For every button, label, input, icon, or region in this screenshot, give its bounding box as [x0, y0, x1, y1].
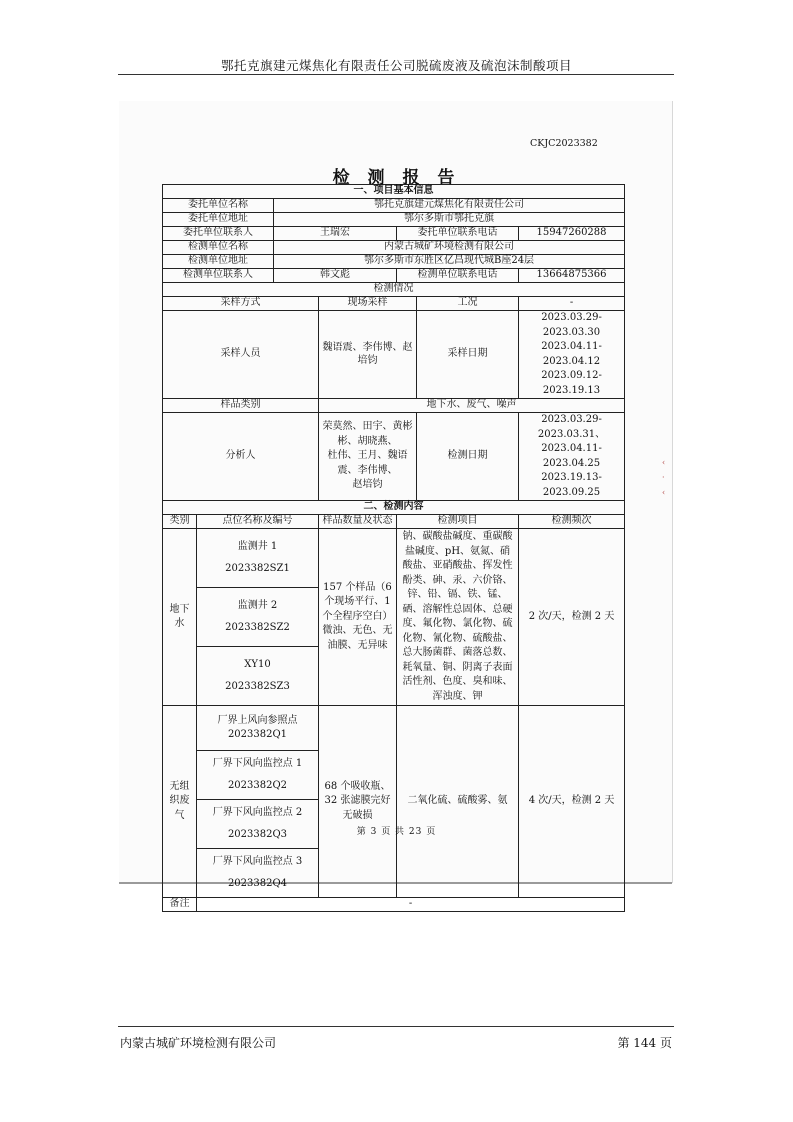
waste-gas-items: 二氧化硫、硫酸雾、氨 [397, 706, 519, 898]
report-number: CKJC2023382 [530, 138, 598, 149]
test-date-2: 2023.04.11-2023.04.25 [541, 443, 602, 469]
point-code: 2023382Q3 [227, 829, 288, 840]
groundwater-point-1 [197, 529, 319, 588]
stamp-mark: ‹ [662, 488, 666, 497]
waste-gas-quantity: 68 个吸收瓶、32 张滤膜完好无破损 [319, 706, 397, 898]
page-header: 鄂托克旗建元煤焦化有限责任公司脱硫废液及硫泡沫制酸项目 [220, 58, 572, 73]
point-code: 2023382SZ1 [225, 563, 290, 574]
sampler-label: 采样人员 [163, 311, 319, 399]
condition-value: - [519, 297, 625, 311]
groundwater-items: 钠、碳酸盐碱度、重碳酸盐碱度、pH、氨氮、硝酸盐、亚硝酸盐、挥发性酚类、砷、汞、六价铬、锌、铅、镉、铁、锰、硒、溶解性总固体、总硬度、氟化物、氯化物、硫化物、氰化物、硫酸盐、总大肠菌群、菌落总数、耗氧量、铜、阴离子表面活性剂、色度、臭和味、浑浊度、钾 [397, 529, 519, 706]
lab-address-label: 检测单位地址 [163, 255, 274, 269]
point-code: 2023382SZ2 [225, 622, 290, 633]
analyst-value [319, 413, 417, 501]
header-point: 点位名称及编号 [197, 515, 319, 529]
test-dates [519, 413, 625, 501]
point-name: 厂界下风向监控点 2 [212, 806, 303, 818]
client-contact-value: 王瑞宏 [274, 227, 397, 241]
remarks-label: 备注 [163, 898, 197, 912]
point-name: 厂界下风向监控点 1 [212, 757, 303, 769]
sampling-method-value: 现场采样 [319, 297, 417, 311]
client-name-label: 委托单位名称 [163, 199, 274, 213]
condition-label: 工况 [417, 297, 519, 311]
header-category: 类别 [163, 515, 197, 529]
lab-name-value: 内蒙古城矿环境检测有限公司 [274, 241, 625, 255]
point-name: 厂界下风向监控点 3 [212, 855, 303, 867]
groundwater-frequency: 2 次/天，检测 2 天 [519, 529, 625, 706]
waste-gas-point-1 [197, 706, 319, 751]
client-phone-value: 15947260288 [519, 227, 625, 241]
section-content-title: 二、检测内容 [163, 501, 625, 515]
point-code: 2023382Q4 [227, 878, 288, 889]
point-name: 监测井 2 [237, 599, 278, 611]
header-divider [118, 74, 674, 75]
analyst-line-1: 荣莫然、田宇、黄彬彬、胡晓燕、 [322, 421, 413, 447]
section-basic-info-title: 一、项目基本信息 [163, 185, 625, 199]
situation-title: 检测情况 [163, 283, 625, 297]
sampling-date-label: 采样日期 [417, 311, 519, 399]
client-contact-label: 委托单位联系人 [163, 227, 274, 241]
lab-name-label: 检测单位名称 [163, 241, 274, 255]
stamp-mark: · [662, 473, 665, 482]
groundwater-category: 地下水 [163, 529, 197, 706]
stamp-mark: ‹ [662, 458, 666, 467]
client-name-value: 鄂托克旗建元煤焦化有限责任公司 [274, 199, 625, 213]
sampling-date-2: 2023.04.11-2023.04.12 [541, 341, 602, 367]
report-table [162, 184, 625, 912]
lab-address-value: 鄂尔多斯市东胜区亿昌现代城B座24层 [274, 255, 625, 269]
client-address-value: 鄂尔多斯市鄂托克旗 [274, 213, 625, 227]
header-frequency: 检测频次 [519, 515, 625, 529]
test-date-3: 2023.19.13-2023.09.25 [541, 472, 602, 498]
lab-phone-value: 13664875366 [519, 269, 625, 283]
sampling-date-3: 2023.09.12-2023.19.13 [541, 370, 602, 396]
footer-page-number: 第 144 页 [617, 1036, 672, 1050]
point-code: 2023382Q2 [227, 780, 288, 791]
waste-gas-frequency: 4 次/天，检测 2 天 [519, 706, 625, 898]
point-code: 2023382SZ3 [225, 681, 290, 692]
lab-phone-label: 检测单位联系电话 [397, 269, 519, 283]
header-items: 检测项目 [397, 515, 519, 529]
footer-company: 内蒙古城矿环境检测有限公司 [120, 1036, 277, 1050]
analyst-line-3: 赵培钧 [352, 479, 383, 491]
analyst-line-2: 杜伟、王月、魏语震、李伟博、 [327, 450, 408, 476]
waste-gas-category: 无组织废气 [163, 706, 197, 898]
point-code: 2023382Q1 [227, 729, 288, 740]
lab-contact-value: 韩文彪 [274, 269, 397, 283]
client-phone-label: 委托单位联系电话 [397, 227, 519, 241]
lab-contact-label: 检测单位联系人 [163, 269, 274, 283]
sampling-method-label: 采样方式 [163, 297, 319, 311]
analyst-label: 分析人 [163, 413, 319, 501]
point-name: 厂界上风向参照点 [217, 714, 298, 726]
groundwater-point-3 [197, 647, 319, 706]
header-quantity: 样品数量及状态 [319, 515, 397, 529]
waste-gas-point-4 [197, 849, 319, 898]
groundwater-point-2 [197, 588, 319, 647]
sample-category-value: 地下水、废气、噪声 [319, 399, 625, 413]
point-name: XY10 [244, 658, 271, 670]
sampling-dates [519, 311, 625, 399]
test-date-1: 2023.03.29-2023.03.31、 [537, 414, 606, 440]
inner-page-number: 第 3 页 共 23 页 [356, 827, 437, 837]
waste-gas-point-2 [197, 751, 319, 800]
test-date-label: 检测日期 [417, 413, 519, 501]
point-name: 监测井 1 [237, 540, 278, 552]
sampling-date-1: 2023.03.29-2023.03.30 [541, 312, 602, 338]
remarks-value: - [197, 898, 625, 912]
footer-divider [118, 1026, 674, 1027]
sampler-value: 魏语震、李伟博、赵培钧 [319, 311, 417, 399]
groundwater-quantity: 157 个样品（6 个现场平行、1 个全程序空白）微浊、无色、无油膜、无异味 [319, 529, 397, 706]
sample-category-label: 样品类别 [163, 399, 319, 413]
client-address-label: 委托单位地址 [163, 213, 274, 227]
report-title: 检 测 报 告 [332, 168, 461, 188]
